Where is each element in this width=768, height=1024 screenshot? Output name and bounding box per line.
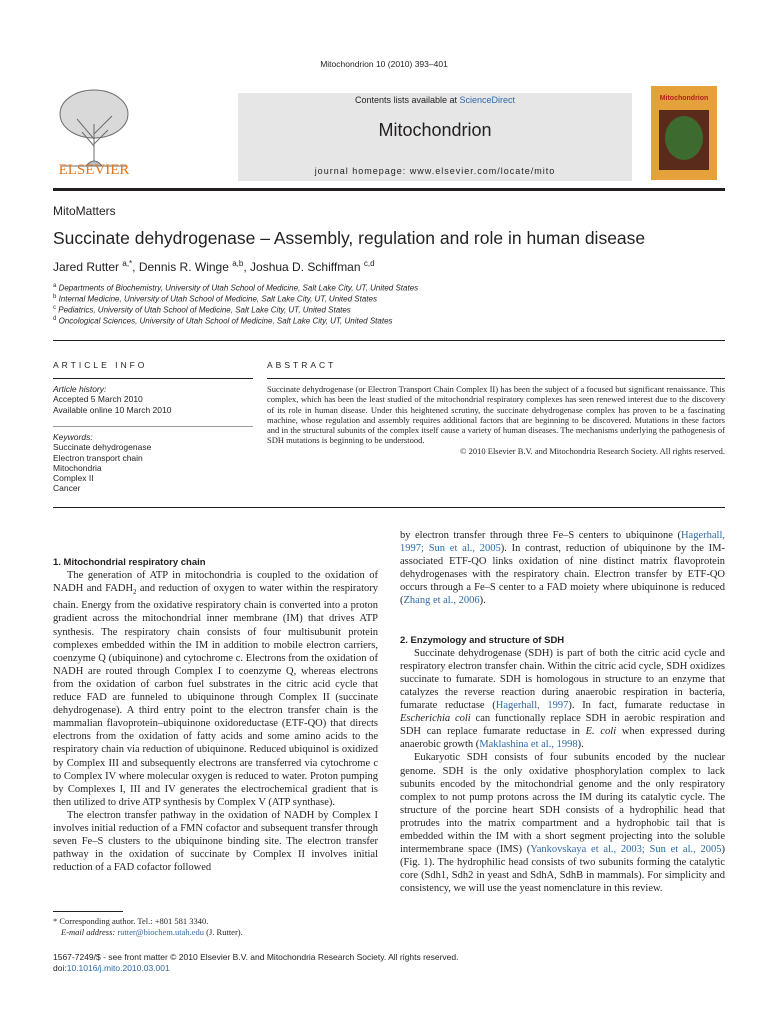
- affiliation-sup: b: [53, 294, 57, 300]
- info-rule: [53, 378, 253, 379]
- abstract-copyright: © 2010 Elsevier B.V. and Mitochondria Research Society. All rights reserved.: [460, 445, 725, 456]
- accepted-date: Accepted 5 March 2010: [53, 394, 143, 405]
- reference-link[interactable]: Maklashina et al., 1998: [479, 739, 578, 751]
- keyword: Cancer: [53, 483, 81, 494]
- contents-line: [238, 95, 632, 105]
- abstract-text: Succinate dehydrogenase (or Electron Transport Chain Complex II) has been the subject of a focused but significant renaissance. This complex, which has been the least studied of the mitochondrial respiratory complexes has seen renewed interest due to the discovery of its role in human disease. Under this heightened scrutiny, the succinate dehydrogenase complex has proven to be a fascinating machine, whose regulation and assembly requires additional factors that are beginning to be discovered. Mutations in these factors and in the structural subunits of the complex itself cause a variety of human diseases. The mechanisms underlying the pathogenesis of SDH mutations is beginning to be understood.: [267, 384, 725, 446]
- header-rule: [53, 188, 725, 191]
- author-sup: a,b: [232, 259, 244, 268]
- affiliation-sup: d: [53, 316, 57, 322]
- article-info-heading: ARTICLE INFO: [53, 360, 148, 370]
- journal-homepage[interactable]: journal homepage: www.elsevier.com/locate/mito: [314, 166, 556, 176]
- footnote-marker: *: [53, 916, 58, 926]
- corresponding-author: Corresponding author. Tel.: +801 581 3340.: [57, 916, 209, 926]
- sciencedirect-link[interactable]: ScienceDirect: [459, 95, 516, 105]
- section-heading: 2. Enzymology and structure of SDH: [400, 634, 565, 646]
- front-matter: [53, 952, 553, 974]
- keywords-block: [53, 432, 253, 494]
- article-history: [53, 384, 253, 415]
- text-run: ). In fact, fumarate reductase in: [568, 700, 725, 712]
- issn-line: 1567-7249/$ - see front matter © 2010 Elsevier B.V. and Mitochondria Research Society. All rights reserved.: [53, 952, 459, 962]
- keyword: Mitochondria: [53, 462, 102, 473]
- author-sup: a,*: [122, 259, 133, 268]
- affiliation-text: Internal Medicine, University of Utah School of Medicine, Salt Lake City, UT, United States: [58, 294, 377, 304]
- affiliation: [53, 283, 418, 293]
- journal-cover-image: [651, 86, 717, 180]
- email-label: E-mail address:: [61, 927, 118, 937]
- affiliation-text: Departments of Biochemistry, University of Utah School of Medicine, Salt Lake City, UT, United States: [58, 283, 419, 293]
- paragraph-continued: [400, 529, 725, 608]
- footnote-rule: [53, 911, 123, 912]
- species-name: Escherichia coli: [400, 713, 471, 725]
- paragraph: [53, 569, 378, 809]
- contents-prefix: Contents lists available at: [354, 95, 460, 105]
- journal-citation: Mitochondrion 10 (2010) 393–401: [320, 59, 448, 69]
- reference-link[interactable]: Hagerhall, 1997: [495, 700, 569, 712]
- text-run: ).: [479, 595, 486, 607]
- text-run: Succinate dehydrogenase (SDH) is part of both the citric acid cycle and respiratory electron transfer chain. Within the citric acid cycle, SDH oxidizes succinate to fumarate. SDH is homologous in structure to an enzyme that catalyzes the reverse reaction during anaerobic respiration in bacteria, fumarate reductase (: [400, 647, 725, 712]
- affiliation: [53, 316, 393, 326]
- reference-link[interactable]: Zhang et al., 2006: [403, 595, 480, 607]
- keyword: Complex II: [53, 473, 94, 484]
- text-run: when expressed during anaerobic growth (: [400, 726, 726, 751]
- affiliation-sup: c: [53, 305, 56, 311]
- text-run: Eukaryotic SDH consists of four subunits encoded by the nuclear genome. SDH is the only oxidative phosphorylation complex to lack subunits encoded by the mitochondrial genome and the only respiratory complex to not pump protons across the IM during its catalytic cycle. The structure of the porcine heart SDH consists of a hydrophilic head that protrudes into the matrix compartment and a hydrophobic tail that is embedded within the IM with a short segment projecting into the soluble intermembrane space (IMS) (: [400, 752, 725, 856]
- abstract-bottom-rule: [53, 507, 725, 508]
- affiliation: [53, 305, 351, 315]
- keyword: Succinate dehydrogenase: [53, 442, 152, 453]
- online-date: Available online 10 March 2010: [53, 404, 172, 415]
- author-name: Joshua D. Schiffman: [250, 260, 361, 274]
- elsevier-logo: [52, 84, 136, 182]
- email-suffix: (J. Rutter).: [204, 927, 243, 937]
- abstract-rule: [267, 378, 725, 379]
- email-link[interactable]: rutter@biochem.utah.edu: [117, 927, 205, 937]
- footnote: [53, 916, 373, 938]
- text-run: can functionally replace SDH in aerobic respiration and SDH can replace fumarate reductase in: [400, 713, 725, 738]
- text-run: ). In contrast, reduction of ubiquinone by the IM-associated ETF-QO links oxidation of nine distinct matrix flavoprotein dehydrogenases with the respiratory chain. Electron transfer by ETF-QO occurs through a Fe–S center to a FAD moiety where ubiquinone is reduced (: [400, 543, 725, 607]
- affiliation: [53, 294, 377, 304]
- article-title: Succinate dehydrogenase – Assembly, regulation and role in human disease: [53, 228, 646, 248]
- info-divider: [53, 426, 253, 427]
- text-run: The generation of ATP in mitochondria is coupled to the oxidation of NADH and FADH: [53, 570, 378, 595]
- paragraph: [400, 647, 725, 752]
- paragraph: [400, 751, 725, 895]
- species-name: E. coli: [585, 726, 617, 738]
- affiliation-text: Oncological Sciences, University of Utah School of Medicine, Salt Lake City, UT, United States: [58, 316, 393, 326]
- affiliation-sup: a: [53, 283, 57, 289]
- keyword: Electron transport chain: [53, 452, 143, 463]
- reference-link[interactable]: Hagerhall, 1997; Sun et al., 2005: [400, 530, 725, 555]
- section-label: MitoMatters: [53, 204, 116, 218]
- keywords-label: Keywords:: [53, 432, 93, 442]
- paragraph: The electron transfer pathway in the oxidation of NADH by Complex I involves initial reduction of a FMN cofactor and subsequent transfer through seven Fe–S clusters to the ubiquinone binding site. The electron transfer pathway in the oxidation of succinate by Complex II involves initial reduction of a FAD cofactor followed: [53, 809, 378, 874]
- author-sup: c,d: [363, 259, 375, 268]
- history-label: Article history:: [53, 384, 107, 394]
- doi-label: doi:: [53, 963, 67, 973]
- publisher-name: ELSEVIER: [58, 162, 130, 178]
- reference-link[interactable]: Yankovskaya et al., 2003; Sun et al., 2005: [530, 844, 722, 856]
- journal-name: Mitochondrion: [378, 120, 492, 140]
- cover-title: Mitochondrion: [659, 95, 709, 102]
- text-run: ) (Fig. 1). The hydrophilic head consists of two subunits forming the catalytic core (Sdh1, Sdh2 in yeast and SdhA, SdhB in mammals). For simplicity and consistency, we will use the yeast nomenclature in this review.: [400, 844, 725, 895]
- author-name: Jared Rutter: [53, 260, 120, 274]
- section-heading: 1. Mitochondrial respiratory chain: [53, 557, 206, 568]
- affiliation-text: Pediatrics, University of Utah School of Medicine, Salt Lake City, UT, United States: [58, 305, 351, 315]
- text-run: by electron transfer through three Fe–S centers to ubiquinone (: [400, 530, 681, 541]
- subscript: 2: [133, 588, 137, 597]
- affiliation-rule: [53, 340, 725, 341]
- text-run: and reduction of oxygen to water within the respiratory chain. Energy from the oxidative respiratory chain is converted into a proton gradient across the mitochondrial inner membrane (IM) that drives ATP synthesis. The respiratory chain consists of four multisubunit protein complexes embedded within the IM in addition to mobile electron carriers, coenzyme Q (ubiquinone) and cytochrome c. Electrons from the oxidation of NADH are routed through Complex I to coenzyme Q, whereas electrons from the oxidation of carbon fuel substrates in the citric acid cycle that reduce FAD are funneled to ubiquinone through Complex II (succinate dehydrogenase). A third entry point to the electron transfer chain is the mammalian flavoprotein–ubiquinone oxidoreductase (ETF-QO) that directs electrons from the oxidation of fatty acids and some amino acids to the respiratory chain via reduction of ubiquinone. Reduced ubiquinol is oxidized by Complex III and subsequently electrons are transferred via cytochrome c to Complex IV where molecular oxygen is reduced to water. Proton pumping by Complexes I, III and IV generates the electrochemical gradient that is then utilized to drive ATP synthesis by Complex V (ATP synthase).: [53, 583, 378, 808]
- author-name: Dennis R. Winge: [138, 260, 229, 274]
- cover-art-detail: [665, 116, 703, 160]
- author-list: Jared Rutter $^{a,*}$, Dennis R. Winge $^{a,b}$, Joshua D. Schiffman $^{c,d}$: [53, 259, 375, 274]
- text-run: ).: [577, 739, 584, 751]
- left-column: [53, 556, 378, 874]
- abstract-body: [267, 384, 725, 456]
- right-column: [400, 529, 725, 895]
- doi-link[interactable]: 10.1016/j.mito.2010.03.001: [66, 963, 170, 973]
- abstract-heading: ABSTRACT: [267, 360, 337, 370]
